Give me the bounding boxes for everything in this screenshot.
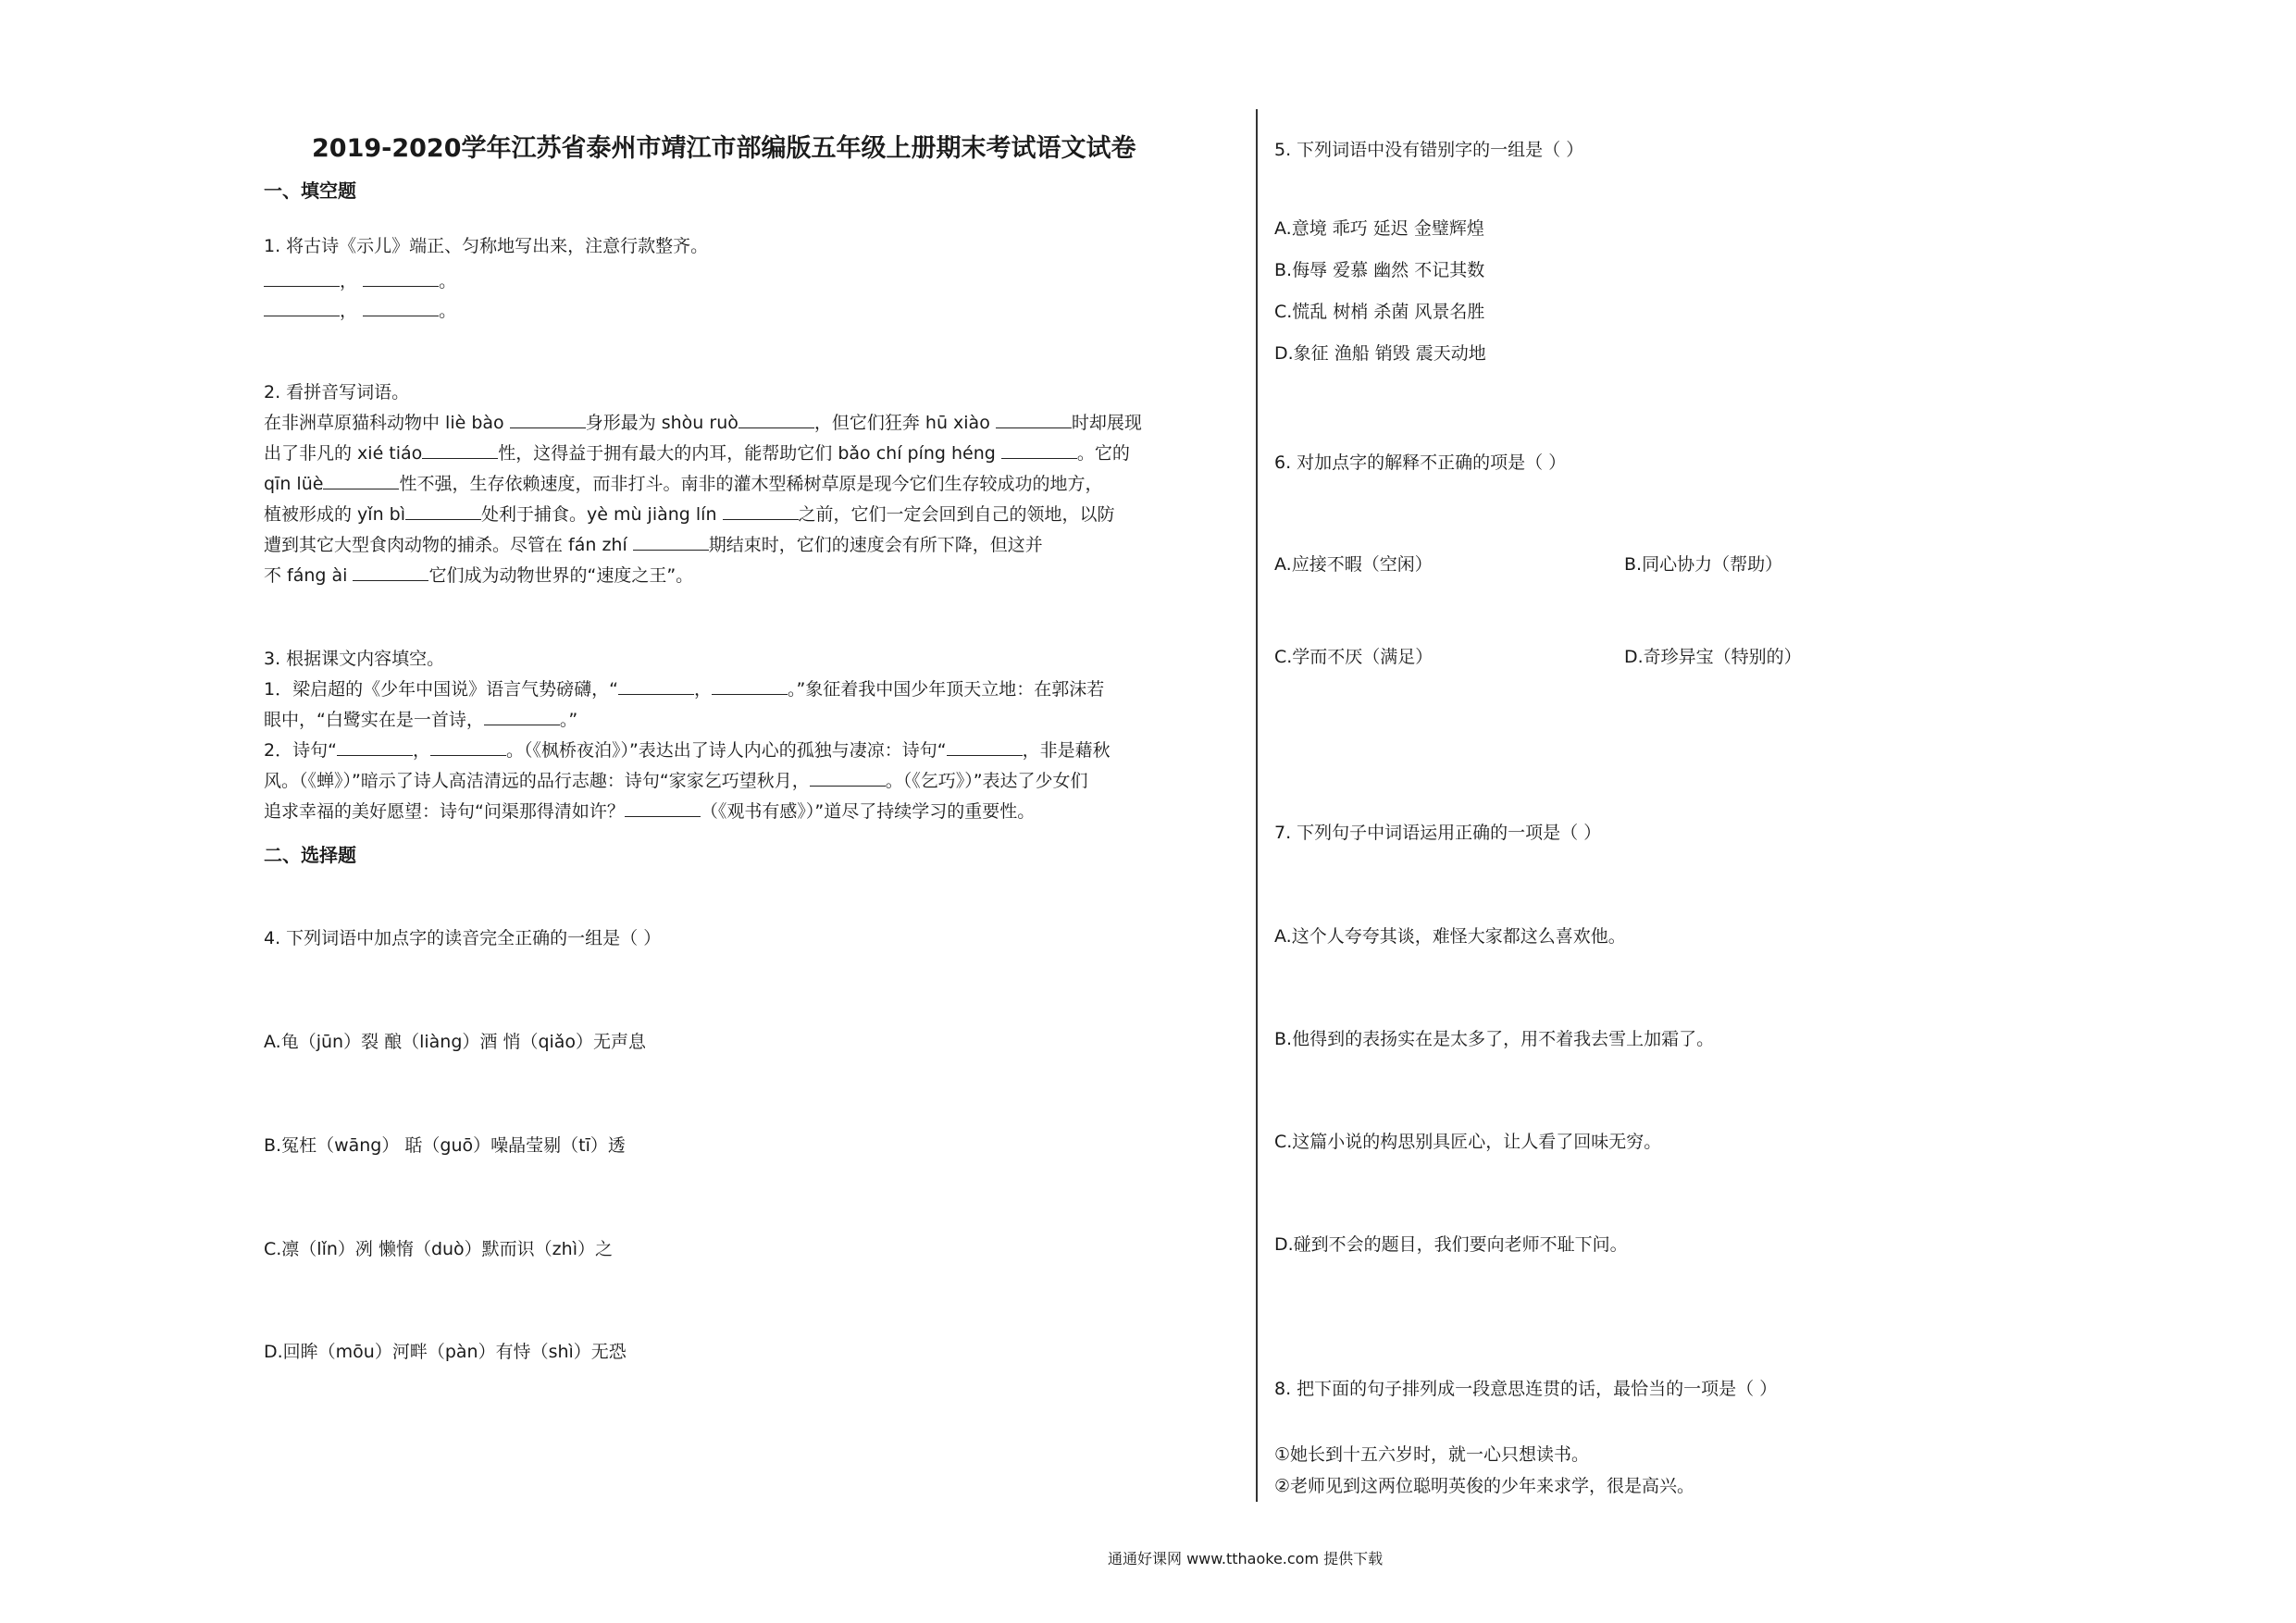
text: 期结束时，它们的速度会有所下降，但这并	[708, 535, 1043, 555]
q5-option-a[interactable]: A.意境 乖巧 延迟 金璧辉煌	[1274, 218, 1484, 239]
text: 。”	[559, 710, 578, 730]
q6-stem: 6. 对加点字的解释不正确的项是（ ）	[1274, 452, 1567, 473]
text: qīn lüè	[264, 474, 324, 494]
q1-answer-line-1	[264, 266, 456, 297]
q2-line-5	[264, 530, 1043, 561]
blank[interactable]	[422, 440, 498, 459]
q3-line-4	[264, 766, 1088, 797]
q2-line-2	[264, 439, 1130, 469]
text: 风。（《蝉》）”暗示了诗人高洁清远的品行志趣：诗句“家家乞巧望秋月，	[264, 771, 810, 791]
q2-line-4	[264, 500, 1115, 530]
text: （《观书有感》）”道尽了持续学习的重要性。	[700, 801, 1036, 822]
blank[interactable]	[996, 409, 1072, 428]
comma: ，	[340, 271, 358, 291]
text: 出了非凡的 xié tiáo	[264, 443, 423, 464]
text: 。它的	[1076, 443, 1130, 464]
q2-line-1	[264, 408, 1142, 439]
q6-option-d[interactable]: D.奇珍异宝（特别的）	[1624, 647, 1802, 667]
blank[interactable]	[264, 297, 340, 316]
text: 追求幸福的美好愿望：诗句“问渠那得清如许？	[264, 801, 625, 822]
q7-option-d[interactable]: D.碰到不会的题目，我们要向老师不耻下问。	[1274, 1234, 1628, 1255]
text: 。”象征着我中国少年顶天立地：在郭沫若	[787, 679, 1105, 700]
text: 时却展现	[1071, 413, 1142, 433]
comma: ，	[340, 301, 358, 321]
text: 眼中，“白鹭实在是一首诗，	[264, 710, 484, 730]
text: ，但它们狂奔 hū xiào	[813, 413, 990, 433]
text: ，	[412, 740, 430, 761]
q6-option-c[interactable]: C.学而不厌（满足）	[1274, 647, 1433, 667]
blank[interactable]	[264, 267, 340, 287]
q4-option-c[interactable]: C.凛（lǐn）冽 懒惰（duò）默而识（zhì）之	[264, 1239, 613, 1259]
q2-line-6	[264, 561, 693, 591]
text: 。（《枫桥夜泊》）”表达出了诗人内心的孤独与凄凉：诗句“	[505, 740, 947, 761]
text: 1．梁启超的《少年中国说》语言气势磅礴，“	[264, 679, 618, 700]
blank[interactable]	[810, 767, 886, 787]
q5-stem: 5. 下列词语中没有错别字的一组是（ ）	[1274, 140, 1584, 160]
q8-stem: 8. 把下面的句子排列成一段意思连贯的话，最恰当的一项是（ ）	[1274, 1379, 1778, 1399]
text: 性不强，生存依赖速度，而非打斗。南非的灌木型稀树草原是现今它们生存较成功的地方，	[399, 474, 1103, 494]
q7-option-b[interactable]: B.他得到的表扬实在是太多了，用不着我去雪上加霜了。	[1274, 1029, 1715, 1049]
text: ，	[693, 679, 712, 700]
blank[interactable]	[430, 737, 506, 756]
q3-line-1	[264, 675, 1104, 705]
q4-option-b[interactable]: B.冤枉（wāng） 聒（guō）噪晶莹剔（tī）透	[264, 1135, 626, 1156]
text: 在非洲草原猫科动物中 liè bào	[264, 413, 504, 433]
page-title: 2019-2020学年江苏省泰州市靖江市部编版五年级上册期末考试语文试卷	[312, 134, 1136, 163]
blank[interactable]	[337, 737, 413, 756]
q8-sentence-2: ②老师见到这两位聪明英俊的少年来求学，很是高兴。	[1274, 1476, 1695, 1496]
q2-stem: 2. 看拼音写词语。	[264, 382, 410, 403]
q6-option-a[interactable]: A.应接不暇（空闲）	[1274, 554, 1433, 575]
blank[interactable]	[510, 409, 586, 428]
q4-option-d[interactable]: D.回眸（mōu）河畔（pàn）有恃（shì）无恐	[264, 1342, 627, 1362]
text: ，非是藉秋	[1022, 740, 1111, 761]
text: 植被形成的 yǐn bì	[264, 504, 405, 525]
q1-answer-line-2	[264, 296, 456, 327]
text: 2．诗句“	[264, 740, 337, 761]
text: 它们成为动物世界的“速度之王”。	[428, 565, 694, 586]
q7-option-a[interactable]: A.这个人夸夸其谈，难怪大家都这么喜欢他。	[1274, 926, 1626, 947]
blank[interactable]	[947, 737, 1023, 756]
blank[interactable]	[363, 297, 439, 316]
q7-option-c[interactable]: C.这篇小说的构思别具匠心，让人看了回味无穷。	[1274, 1132, 1662, 1152]
q5-option-c[interactable]: C.慌乱 树梢 杀菌 风景名胜	[1274, 302, 1485, 322]
q2-line-3	[264, 469, 1102, 500]
blank[interactable]	[363, 267, 439, 287]
text: 。（《乞巧》）”表达了少女们	[885, 771, 1088, 791]
blank[interactable]	[633, 531, 709, 551]
text: 处利于捕食。yè mù jiàng lín	[480, 504, 717, 525]
q4-stem: 4. 下列词语中加点字的读音完全正确的一组是（ ）	[264, 928, 662, 948]
q3-line-2	[264, 705, 577, 736]
period: 。	[439, 271, 457, 291]
section-fill-in: 一、填空题	[264, 180, 356, 202]
text: 不 fáng ài	[264, 565, 348, 586]
blank[interactable]	[738, 409, 814, 428]
blank[interactable]	[723, 501, 799, 520]
text: 遭到其它大型食肉动物的捕杀。尽管在 fán zhí	[264, 535, 627, 555]
q3-stem: 3. 根据课文内容填空。	[264, 649, 445, 669]
blank[interactable]	[625, 798, 701, 817]
blank[interactable]	[712, 675, 788, 695]
q1-stem: 1. 将古诗《示儿》端正、匀称地写出来，注意行款整齐。	[264, 236, 709, 256]
blank[interactable]	[618, 675, 694, 695]
text: 性，这得益于拥有最大的内耳，能帮助它们 bǎo chí píng héng	[498, 443, 996, 464]
section-multiple-choice: 二、选择题	[264, 844, 356, 866]
blank[interactable]	[405, 501, 481, 520]
blank[interactable]	[484, 706, 560, 725]
q3-line-3	[264, 736, 1111, 766]
blank[interactable]	[323, 470, 399, 489]
q5-option-d[interactable]: D.象征 渔船 销毁 震天动地	[1274, 343, 1486, 364]
text: 身形最为 shòu ruò	[585, 413, 738, 433]
footer-source: 通通好课网 www.tthaoke.com 提供下载	[1108, 1550, 1384, 1567]
q6-option-b[interactable]: B.同心协力（帮助）	[1624, 554, 1783, 575]
q8-sentence-1: ①她长到十五六岁时，就一心只想读书。	[1274, 1444, 1590, 1465]
text: 之前，它们一定会回到自己的领地，以防	[798, 504, 1115, 525]
blank[interactable]	[1001, 440, 1077, 459]
blank[interactable]	[353, 562, 428, 581]
period: 。	[439, 301, 457, 321]
q5-option-b[interactable]: B.侮辱 爱慕 幽然 不记其数	[1274, 260, 1485, 280]
q3-line-5	[264, 797, 1035, 827]
column-divider	[1256, 109, 1258, 1502]
q4-option-a[interactable]: A.龟（jūn）裂 酿（liàng）酒 悄（qiǎo）无声息	[264, 1032, 647, 1052]
q7-stem: 7. 下列句子中词语运用正确的一项是（ ）	[1274, 823, 1602, 843]
